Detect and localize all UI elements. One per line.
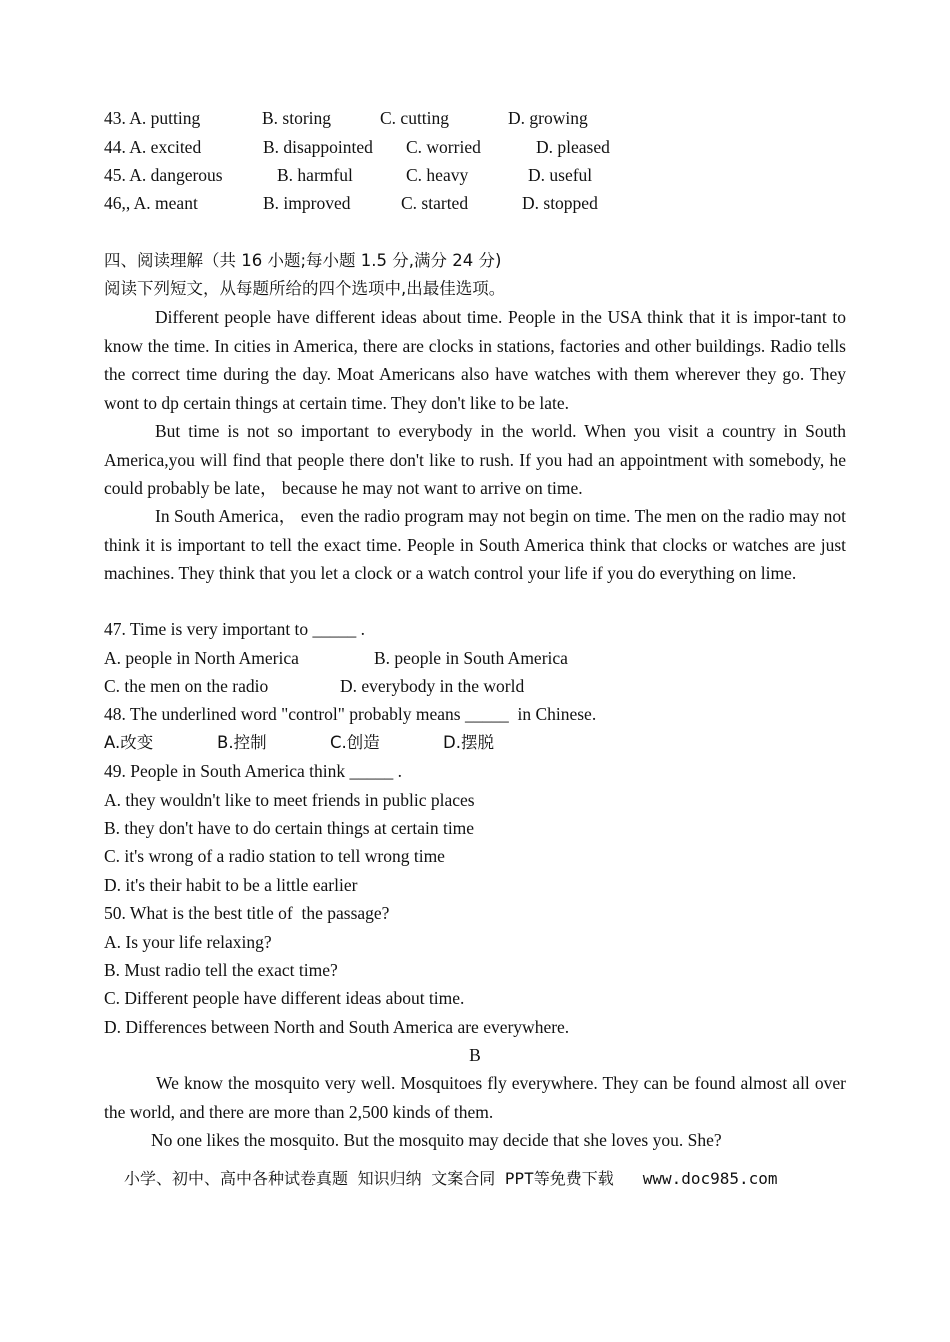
option-46-c: C. started [401, 193, 469, 213]
passage-a-paragraph-2: But time is not so important to everybody in the world. When you visit a country in South America,you will find that people there don't like to rush. If you had an appointment with somebody, he could probably be late， because he may not want to arrive on time. [104, 421, 846, 498]
question-48-option-a: A.改变 [104, 733, 154, 752]
question-50-stem: 50. What is the best title of the passage? [104, 903, 390, 923]
question-47-stem: 47. Time is very important to _____ . [104, 619, 366, 639]
question-50-option-d: D. Differences between North and South America are everywhere. [104, 1017, 570, 1037]
question-48-option-c: C.创造 [330, 733, 380, 752]
question-49-option-b: B. they don't have to do certain things at certain time [104, 818, 475, 838]
question-48-option-b: B.控制 [217, 733, 267, 752]
question-49-option-d: D. it's their habit to be a little earlier [104, 875, 358, 895]
footer-watermark: 小学、初中、高中各种试卷真题 知识归纳 文案合同 PPT等免费下载 www.doc985.com [124, 1169, 778, 1188]
question-47-option-a: A. people in North America [104, 648, 299, 668]
option-43-b: B. storing [262, 108, 332, 128]
option-44-b: B. disappointed [263, 137, 373, 157]
option-44-a: 44. A. excited [104, 137, 202, 157]
question-49-stem: 49. People in South America think _____ . [104, 761, 402, 781]
question-50-option-b: B. Must radio tell the exact time? [104, 960, 338, 980]
section-heading: 四、阅读理解（共 16 小题;每小题 1.5 分,满分 24 分) [104, 251, 502, 270]
option-43-a: 43. A. putting [104, 108, 201, 128]
instruction: 阅读下列短文，从每题所给的四个选项中,出最佳选项。 [104, 279, 506, 298]
passage-b-paragraph-1: We know the mosquito very well. Mosquitoes fly everywhere. They can be found almost all over the world, and there are more than 2,500 kinds of them. [104, 1073, 846, 1122]
question-49-option-a: A. they wouldn't like to meet friends in public places [104, 790, 475, 810]
passage-b-label: B [469, 1045, 481, 1065]
question-48-stem: 48. The underlined word "control" probably means _____ in Chinese. [104, 704, 597, 724]
question-47-option-c: C. the men on the radio [104, 676, 269, 696]
option-45-c: C. heavy [406, 165, 469, 185]
question-47-option-d: D. everybody in the world [340, 676, 525, 696]
passage-a-paragraph-1: Different people have different ideas about time. People in the USA think that it is impor-tant to know the time. In cities in America, there are clocks in stations, factories and other buildings. Radio tells the correct time during the day. Moat Americans also have watches with them wherever they go. They wont to dp certain things at certain time. They don't like to be late. [104, 307, 846, 413]
option-44-c: C. worried [406, 137, 481, 157]
passage-b-paragraph-2: No one likes the mosquito. But the mosquito may decide that she loves you. She? [151, 1130, 722, 1150]
question-48-option-d: D.摆脱 [443, 733, 494, 752]
option-46-a: 46,, A. meant [104, 193, 198, 213]
option-43-d: D. growing [508, 108, 588, 128]
question-50-option-a: A. Is your life relaxing? [104, 932, 272, 952]
passage-a-paragraph-3: In South America， even the radio program may not begin on time. The men on the radio may not think it is important to tell the exact time. People in South America think that clocks or watches are just machines. They think that you let a clock or a watch control your life if you do everything on lime. [104, 506, 846, 583]
question-50-option-c: C. Different people have different ideas about time. [104, 988, 465, 1008]
option-44-d: D. pleased [536, 137, 610, 157]
question-49-option-c: C. it's wrong of a radio station to tell wrong time [104, 846, 445, 866]
option-45-a: 45. A. dangerous [104, 165, 223, 185]
question-47-option-b: B. people in South America [374, 648, 568, 668]
option-45-b: B. harmful [277, 165, 353, 185]
option-46-b: B. improved [263, 193, 351, 213]
option-46-d: D. stopped [522, 193, 598, 213]
option-45-d: D. useful [528, 165, 593, 185]
option-43-c: C. cutting [380, 108, 450, 128]
